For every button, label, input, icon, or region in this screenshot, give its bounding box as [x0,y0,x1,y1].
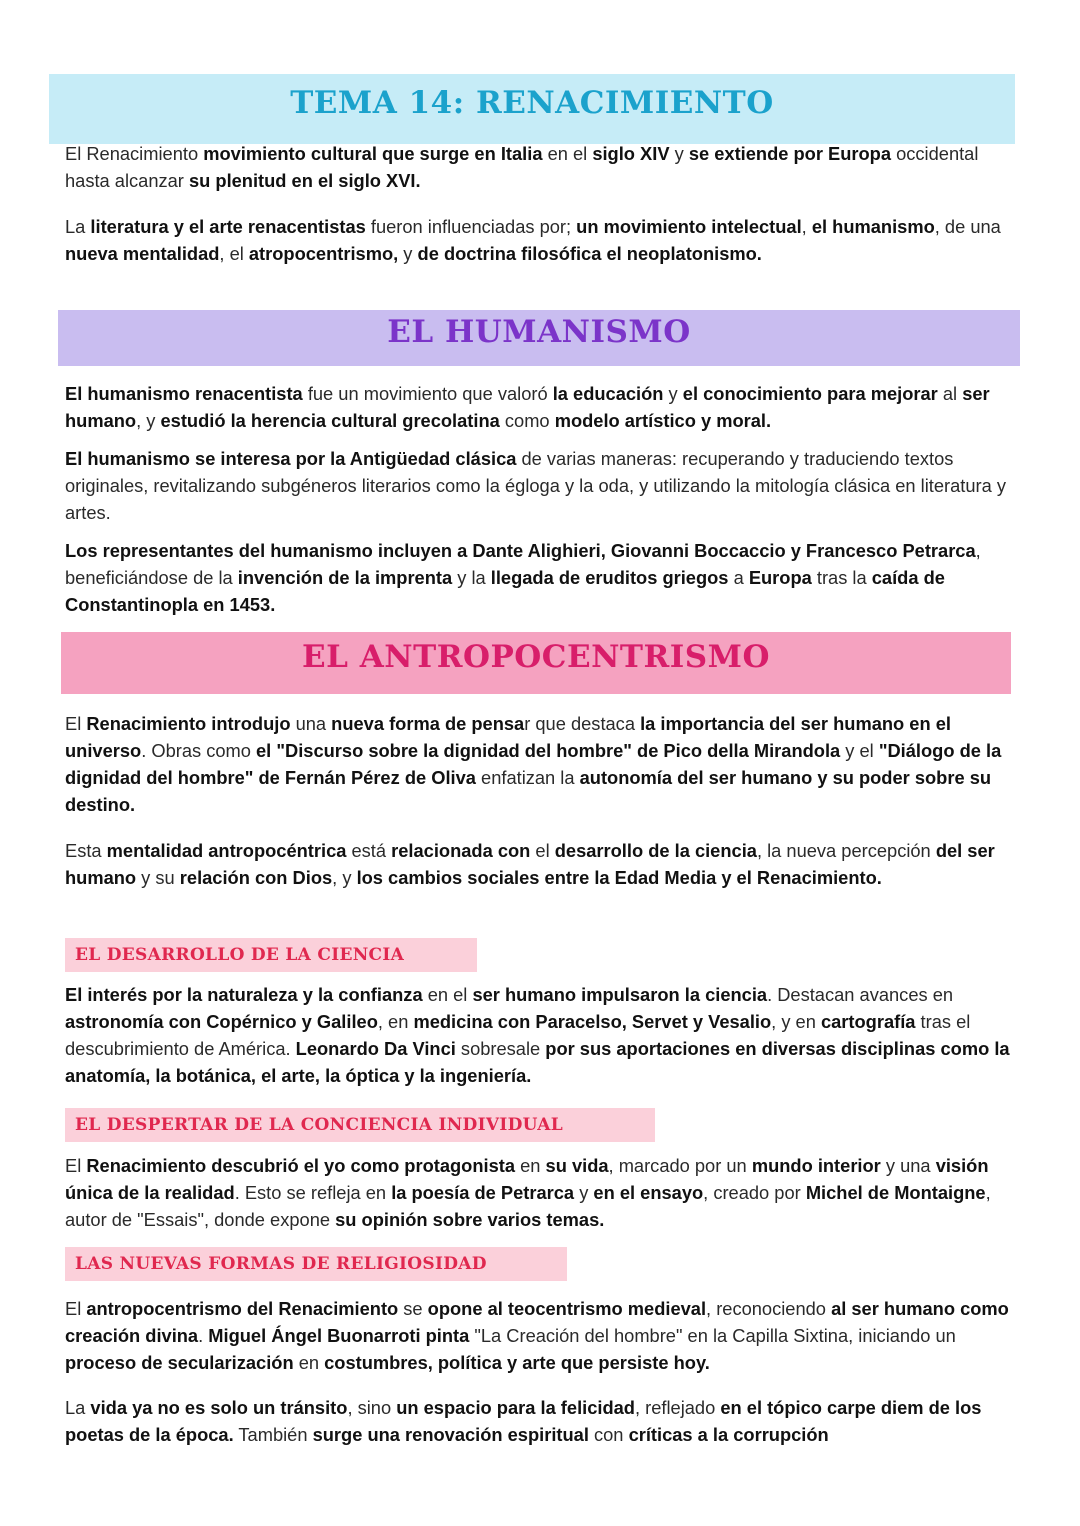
paragraph-intro-1 [65,140,1015,194]
text: y una [880,1155,936,1176]
paragraph-conciencia [65,1152,1015,1233]
bold-text: Miguel Ángel Buonarroti pinta [208,1325,470,1346]
heading-humanismo: EL HUMANISMO [58,310,1020,366]
bold-text: el conocimiento para mejorar [682,383,938,404]
subheading-conciencia: EL DESPERTAR DE LA CONCIENCIA INDIVIDUAL [65,1108,655,1142]
bold-text: mundo interior [751,1155,881,1176]
text: Esta [65,840,107,861]
text: y [574,1182,594,1203]
bold-text: costumbres, política y arte que persiste hoy. [324,1352,710,1373]
bold-text: movimiento cultural que surge en Italia [203,143,543,164]
paragraph-religiosidad-2 [65,1394,1015,1448]
bold-text: Renacimiento introdujo [86,713,291,734]
bold-text: antropocentrismo del Renacimiento [86,1298,399,1319]
text: fueron influenciadas por; [365,216,577,237]
text: , y en [771,1011,821,1032]
bold-text: un movimiento intelectual [576,216,802,237]
bold-text: llegada de eruditos griegos [490,567,729,588]
subheading-ciencia: EL DESARROLLO DE LA CIENCIA [65,938,477,972]
text: el [530,840,555,861]
text: una [290,713,332,734]
text: , reconociendo [706,1298,832,1319]
text: , sino [347,1397,397,1418]
bold-text: los cambios sociales entre la Edad Media y el Renacimiento. [356,867,882,888]
title-tema-14: TEMA 14: RENACIMIENTO [49,74,1015,144]
text: . Esto se refleja en [234,1182,392,1203]
text: occidental hasta alcanzar [65,143,979,191]
bold-text: vida ya no es solo un tránsito [90,1397,348,1418]
text: , marcado por un [608,1155,752,1176]
paragraph-ciencia [65,981,1015,1089]
text: El [65,1298,87,1319]
text: También [233,1424,313,1445]
text: El [65,713,87,734]
bold-text: opone al teocentrismo medieval [427,1298,707,1319]
bold-text: del ser humano [65,840,995,888]
text: en el [542,143,593,164]
bold-text: siglo XIV [592,143,670,164]
text: se [398,1298,428,1319]
text: . Destacan avances en [767,984,954,1005]
bold-text: Europa [748,567,812,588]
bold-text: medicina con Paracelso, Servet y Vesalio [413,1011,772,1032]
text: en [515,1155,546,1176]
text: , creado por [703,1182,806,1203]
text: en el [422,984,473,1005]
bold-text: Renacimiento descubrió el yo como protagonista [86,1155,516,1176]
bold-text: Los representantes del humanismo incluyen a Dante Alighieri, Giovanni Boccaccio y Francesco Petrarca [65,540,976,561]
bold-text: relación con Dios [179,867,333,888]
text: "La Creación del hombre" en la Capilla Sixtina, iniciando un [469,1325,956,1346]
bold-text: atropocentrismo, [248,243,399,264]
bold-text: mentalidad antropocéntrica [106,840,347,861]
bold-text: por sus aportaciones en diversas disciplinas como la anatomía, la botánica, el arte, la óptica y la ingeniería. [65,1038,1010,1086]
text: tras la [811,567,872,588]
text: , de una [934,216,1001,237]
paragraph-humanismo-1 [65,380,1015,434]
bold-text: en el tópico carpe diem de los poetas de la época. [65,1397,982,1445]
bold-text: cartografía [820,1011,916,1032]
text: , reflejado [634,1397,721,1418]
text: , la nueva percepción [756,840,936,861]
subheading-religiosidad: LAS NUEVAS FORMAS DE RELIGIOSIDAD [65,1247,567,1281]
text: sobresale [455,1038,546,1059]
text: y [398,243,418,264]
bold-text: críticas a la corrupción [628,1424,829,1445]
paragraph-antropocentrismo-1 [65,710,1015,818]
bold-text: el humanismo [811,216,935,237]
text: con [588,1424,629,1445]
text: al [937,383,963,404]
text: , en [377,1011,414,1032]
text: , y [136,410,161,431]
bold-text: El interés por la naturaleza y la confianza [65,984,423,1005]
text: , el [219,243,249,264]
text: tras el descubrimiento de América. [65,1011,971,1059]
bold-text: desarrollo de la ciencia [554,840,757,861]
bold-text: visión única de la realidad [65,1155,989,1203]
heading-antropocentrismo: EL ANTROPOCENTRISMO [61,632,1011,694]
bold-text: la educación [552,383,664,404]
bold-text: ser humano impulsaron la ciencia [472,984,768,1005]
bold-text: ser humano [65,383,990,431]
text: y [663,383,683,404]
text: como [499,410,555,431]
paragraph-humanismo-2 [65,445,1015,526]
text: y su [136,867,180,888]
text: El Renacimiento [65,143,204,164]
bold-text: en el ensayo [593,1182,704,1203]
text: , y [332,867,357,888]
paragraph-antropocentrismo-2 [65,837,1015,891]
text: El [65,1155,87,1176]
paragraph-intro-2 [65,213,1015,267]
text: . [198,1325,209,1346]
text: y el [840,740,879,761]
text: r que destaca [524,713,641,734]
bold-text: la importancia del ser humano en el universo [65,713,951,761]
bold-text: el "Discurso sobre la dignidad del hombre" de Pico della Mirandola [256,740,841,761]
bold-text: Michel de Montaigne [805,1182,986,1203]
bold-text: El humanismo se interesa por la Antigüedad clásica [65,448,517,469]
text: fue un movimiento que valoró [302,383,553,404]
bold-text: "Diálogo de la dignidad del hombre" de Fernán Pérez de Oliva [65,740,1002,788]
text: , beneficiándose de la [65,540,981,588]
bold-text: un espacio para la felicidad [396,1397,635,1418]
bold-text: literatura y el arte renacentistas [90,216,366,237]
bold-text: proceso de secularización [65,1352,294,1373]
text: enfatizan la [475,767,580,788]
text: está [346,840,392,861]
text: a [728,567,749,588]
bold-text: estudió la herencia cultural grecolatina [160,410,500,431]
text: La [65,216,91,237]
bold-text: de doctrina filosófica el neoplatonismo. [417,243,762,264]
bold-text: caída de Constantinopla en 1453. [65,567,945,615]
bold-text: Leonardo Da Vinci [295,1038,456,1059]
bold-text: la poesía de Petrarca [391,1182,575,1203]
text: de varias maneras: recuperando y traduciendo textos originales, revitalizando subgéneros literarios como la égloga y la oda, y utilizando la mitología clásica en literatura y artes. [65,448,1006,523]
bold-text: autonomía del ser humano y su poder sobre su destino. [65,767,992,815]
bold-text: surge una renovación espiritual [312,1424,589,1445]
bold-text: su vida [545,1155,609,1176]
bold-text: modelo artístico y moral. [554,410,772,431]
text: . Obras como [141,740,257,761]
bold-text: nueva mentalidad [65,243,220,264]
text: en [293,1352,325,1373]
bold-text: su plenitud en el siglo XVI. [188,170,421,191]
text: y [669,143,689,164]
bold-text: relacionada con [391,840,531,861]
text: , [801,216,812,237]
bold-text: El humanismo renacentista [65,383,303,404]
bold-text: al ser humano como creación divina [65,1298,1009,1346]
bold-text: se extiende por Europa [688,143,892,164]
paragraph-humanismo-3 [65,537,1015,618]
paragraph-religiosidad-1 [65,1295,1015,1376]
bold-text: astronomía con Copérnico y Galileo [65,1011,378,1032]
text: , autor de "Essais", donde expone [65,1182,991,1230]
bold-text: invención de la imprenta [237,567,453,588]
text: La [65,1397,91,1418]
bold-text: su opinión sobre varios temas. [335,1209,605,1230]
text: y la [452,567,491,588]
bold-text: nueva forma de pensa [331,713,525,734]
